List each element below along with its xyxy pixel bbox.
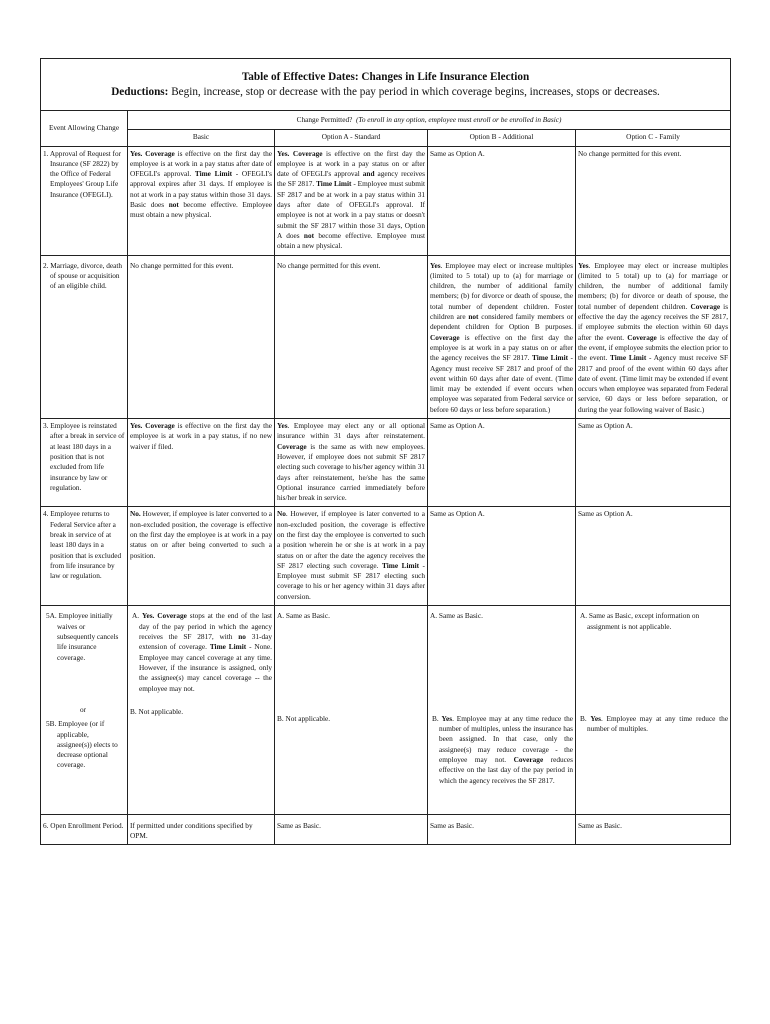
option-c-cell: Same as Basic.: [576, 814, 731, 845]
basic-column-header: [128, 130, 275, 146]
option-b-cell: Same as Option A.: [428, 419, 576, 507]
table-row: [41, 606, 731, 814]
document-page: [40, 58, 730, 845]
event-cell: 1. Approval of Request for Insurance (SF 2822) by the Office of Federal Employees' Group Life Insurance (OFEGLI).: [41, 146, 128, 255]
option-b-5b: B. Yes. Employee may at any time reduce the number of multiples, unless the insurance has been assigned. In that case, only the assignee(s) may reduce coverage - the employee may not. Coverage reduces effective on the last day of the pay period in which the agency receives the SF 2817.: [432, 713, 574, 785]
option-c-5b: B. Yes. Employee may at any time reduce the number of multiples.: [580, 714, 729, 734]
basic-5b: B. Not applicable.: [130, 706, 184, 716]
event-5b: 5B. Employee (or if applicable, assignee(s)) elects to decrease optional coverage.: [46, 719, 118, 770]
event-cell: 4. Employee returns to Federal Service after a break in service of at least 180 days in a position that is excluded from life insurance by law or regulation.: [41, 507, 128, 606]
option-a-cell: Yes. Employee may elect any or all optional insurance within 31 days after reinstatement. Coverage is the same as with new employees. However, if employee does not submit SF 2817 electing such coverage to his/her agency within 31 days after reinstatement, he/she has the same Optional insurance carried immediately before his/her break in service.: [275, 419, 428, 507]
table-row: [41, 419, 731, 507]
option-c-cell: Same as Option A.: [576, 507, 731, 606]
option-c-cell: Yes. Employee may elect or increase multiples (limited to 5 total) up to (a) for marriage or children, the number of additional family members; (b) for divorce or death of spouse, the total number of dependent children. Coverage is effective the day the agency receives the SF 2817, if employee submits the election within 60 days after the event. Coverage is effective the day of the event, if employee submits the election prior to the event. Time Limit - Agency must receive SF 2817 and proof of the event within 60 days after date of event. (Time limit may be extended if event occurs when employee was separated from Federal service, 60 days or less before separation, or during the year following waiver of Basic.): [576, 255, 731, 418]
option-a-5b: B. Not applicable.: [277, 713, 331, 723]
option-a-column-header: [275, 130, 428, 146]
option-c-column-label: Option C - Family: [626, 132, 680, 142]
subtitle-label: Deductions:: [111, 86, 169, 98]
or-label: or: [79, 704, 87, 714]
basic-cell: If permitted under conditions specified by OPM.: [128, 814, 275, 845]
option-b-cell: [428, 606, 576, 814]
option-b-5a: A. Same as Basic.: [430, 611, 483, 621]
basic-column-label: Basic: [192, 132, 210, 142]
option-b-column-label: Option B - Additional: [469, 132, 534, 142]
option-b-column-header: [428, 130, 576, 146]
event-cell: 6. Open Enrollment Period.: [41, 814, 128, 845]
event-column-header: [41, 111, 128, 147]
change-permitted-header: [128, 111, 731, 130]
event-cell: [41, 606, 128, 814]
option-b-cell: Same as Option A.: [428, 507, 576, 606]
table-subtitle: [45, 85, 726, 100]
option-a-column-label: Option A - Standard: [321, 132, 381, 142]
option-a-cell: No. However, if employee is later converted to a non-excluded position, the coverage is effective on the first day the employee is converted to such a position wherein he or she is at work in a pay status on or after the date the agency receives the SF 2817 electing such coverage. Time Limit - Employee must submit SF 2817 electing such coverage to his or her agency within 31 days after conversion.: [275, 507, 428, 606]
basic-cell: No. However, if employee is later converted to a non-excluded position, the coverage is effective on the first day the employee is at work in a pay status on or after being converted to such a position.: [128, 507, 275, 606]
table-row: [41, 507, 731, 606]
option-b-cell: Same as Option A.: [428, 146, 576, 255]
option-a-cell: [275, 606, 428, 814]
basic-cell: Yes. Coverage is effective on the first day the employee is at work in a pay status, if no new waiver if filed.: [128, 419, 275, 507]
option-b-cell: Yes. Employee may elect or increase multiples (limited to 5 total) up to (a) for marriage or children, the number of additional family members; (b) for divorce or death of spouse, the total number of dependent children. Foster children are not considered family members or dependent children for Option B purposes. Coverage is effective on the first day the employee is at work in a pay status on or after the agency receives the SF 2817. Time Limit - Agency must receive SF 2817 and proof of the event within 60 days after date of event. (Time limit may be extended if event occurs when employee was separated from Federal service or before 60 days or less before separation.): [428, 255, 576, 418]
title-cell: [41, 59, 731, 111]
change-permitted-label: Change Permitted?: [296, 115, 353, 124]
event-cell: 2. Marriage, divorce, death of spouse or acquisition of an eligible child.: [41, 255, 128, 418]
event-column-label: Event Allowing Change: [48, 122, 120, 132]
basic-cell: [128, 606, 275, 814]
basic-cell: Yes. Coverage is effective on the first day the employee is at work in a pay status after date of OFEGLI's approval. Time Limit - OFEGLI's approval expires after 31 days. If employee is not at work in a pay status within those 31 days. Basic does not become effective. Employee must obtain a new physical.: [128, 146, 275, 255]
option-c-5a: A. Same as Basic, except information on assignment is not applicable.: [580, 611, 700, 631]
table-row: [41, 255, 731, 418]
option-a-cell: No change permitted for this event.: [275, 255, 428, 418]
option-c-cell: No change permitted for this event.: [576, 146, 731, 255]
option-c-column-header: [576, 130, 731, 146]
basic-cell: No change permitted for this event.: [128, 255, 275, 418]
change-permitted-note: (To enroll in any option, employee must enroll or be enrolled in Basic): [356, 115, 562, 124]
table-row: [41, 146, 731, 255]
option-c-cell: [576, 606, 731, 814]
table-title: Table of Effective Dates: Changes in Life Insurance Election: [241, 71, 530, 83]
option-b-cell: Same as Basic.: [428, 814, 576, 845]
basic-5a: A. Yes. Coverage stops at the end of the last day of the pay period in which the agency receives the SF 2817, with no 31-day extension of coverage. Time Limit - None. Employee may cancel coverage at any time. However, if the insurance is assigned, only the assignee(s) may cancel coverage -- the employee may not.: [132, 611, 273, 693]
table-row: [41, 814, 731, 845]
option-a-cell: Yes. Coverage is effective on the first day the employee is at work in a pay status on or after date of OFEGLI's approval and agency receives the SF 2817. Time Limit - Employee must submit SF 2817 and be at work in a pay status within 31 days after date of OFEGLI's approval. If employee is not at work in a pay status or doesn't submit the SF 2817 within those 31 days, Option A does not become effective. Employee must obtain a new physical.: [275, 146, 428, 255]
subtitle-text: Begin, increase, stop or decrease with the pay period in which coverage begins, increases, stops or decreases.: [168, 86, 660, 98]
option-a-cell: Same as Basic.: [275, 814, 428, 845]
option-a-5a: A. Same as Basic.: [277, 611, 330, 621]
event-cell: 3. Employee is reinstated after a break in service of at least 180 days in a position that is not excluded from life insurance by law or regulation.: [41, 419, 128, 507]
option-c-cell: Same as Option A.: [576, 419, 731, 507]
effective-dates-table: [40, 58, 731, 845]
event-5a: 5A. Employee initially waives or subsequently cancels life insurance coverage.: [46, 611, 119, 662]
